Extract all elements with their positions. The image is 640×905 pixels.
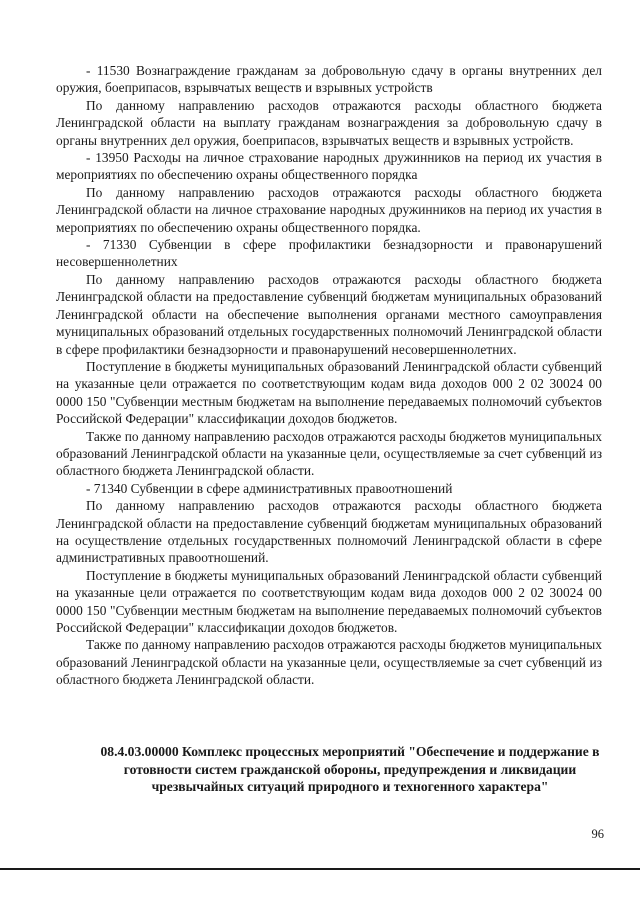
paragraph-71340-revenue: Поступление в бюджеты муниципальных образований Ленинградской области субвенций на указанные цели отражается по соответствующим кодам вида доходов 000 2 02 30024 00 0000 150 "Субвенции местным бюджетам на выполнение передаваемых полномочий субъектов Российской Федерации" классификации доходов бюджетов.: [56, 567, 602, 635]
paragraph-71340-description: По данному направлению расходов отражаются расходы областного бюджета Ленинградской области на предоставление субвенций бюджетам муниципальных образований на осуществление отдельных государственных полномочий Ленинградской области в сфере административных правоотношений.: [56, 498, 602, 566]
expense-code-13950: - 13950 Расходы на личное страхование народных дружинников на период их участия в мероприятиях по обеспечению охраны общественного порядка: [56, 150, 602, 183]
paragraph-71330-municipal: Также по данному направлению расходов отражаются расходы бюджетов муниципальных образований Ленинградской области на указанные цели, осуществляемые за счет субвенций из областного бюджета Ленинградской области.: [56, 428, 602, 479]
paragraph-71330-description: По данному направлению расходов отражаются расходы областного бюджета Ленинградской области на предоставление субвенций бюджетам муниципальных образований Ленинградской области на обеспечение выполнения органами местного самоуправления муниципальных образований отдельных государственных полномочий Ленинградской области в сфере профилактики безнадзорности и правонарушений несовершеннолетних.: [56, 271, 602, 357]
expense-code-71330: - 71330 Субвенции в сфере профилактики безнадзорности и правонарушений несовершеннолетних: [56, 237, 602, 270]
expense-code-11530: - 11530 Вознаграждение гражданам за добровольную сдачу в органы внутренних дел оружия, боеприпасов, взрывчатых веществ и взрывных устройств: [56, 63, 602, 96]
paragraph-11530-description: По данному направлению расходов отражаются расходы областного бюджета Ленинградской области на выплату гражданам вознаграждения за добровольную сдачу в органы внутренних дел оружия, боеприпасов, взрывчатых веществ и взрывных устройств.: [56, 97, 602, 148]
bottom-divider: [0, 868, 640, 870]
paragraph-71330-revenue: Поступление в бюджеты муниципальных образований Ленинградской области субвенций на указанные цели отражается по соответствующим кодам вида доходов 000 2 02 30024 00 0000 150 "Субвенции местным бюджетам на выполнение передаваемых полномочий субъектов Российской Федерации" классификации доходов бюджетов.: [56, 358, 602, 427]
section-heading: 08.4.03.00000 Комплекс процессных мероприятий "Обеспечение и поддержание в готовности систем гражданской обороны, предупреждения и ликвидации чрезвычайных ситуаций природного и техногенного характера": [100, 744, 600, 795]
page-number: 96: [591, 827, 604, 841]
paragraph-71340-municipal: Также по данному направлению расходов отражаются расходы бюджетов муниципальных образований Ленинградской области на указанные цели, осуществляемые за счет субвенций из областного бюджета Ленинградской области.: [56, 637, 602, 688]
paragraph-13950-description: По данному направлению расходов отражаются расходы областного бюджета Ленинградской области на личное страхование народных дружинников на период их участия в мероприятиях по обеспечению охраны общественного порядка.: [56, 184, 602, 235]
body-text: [56, 62, 602, 689]
expense-code-71340: - 71340 Субвенции в сфере административных правоотношений: [86, 480, 453, 496]
